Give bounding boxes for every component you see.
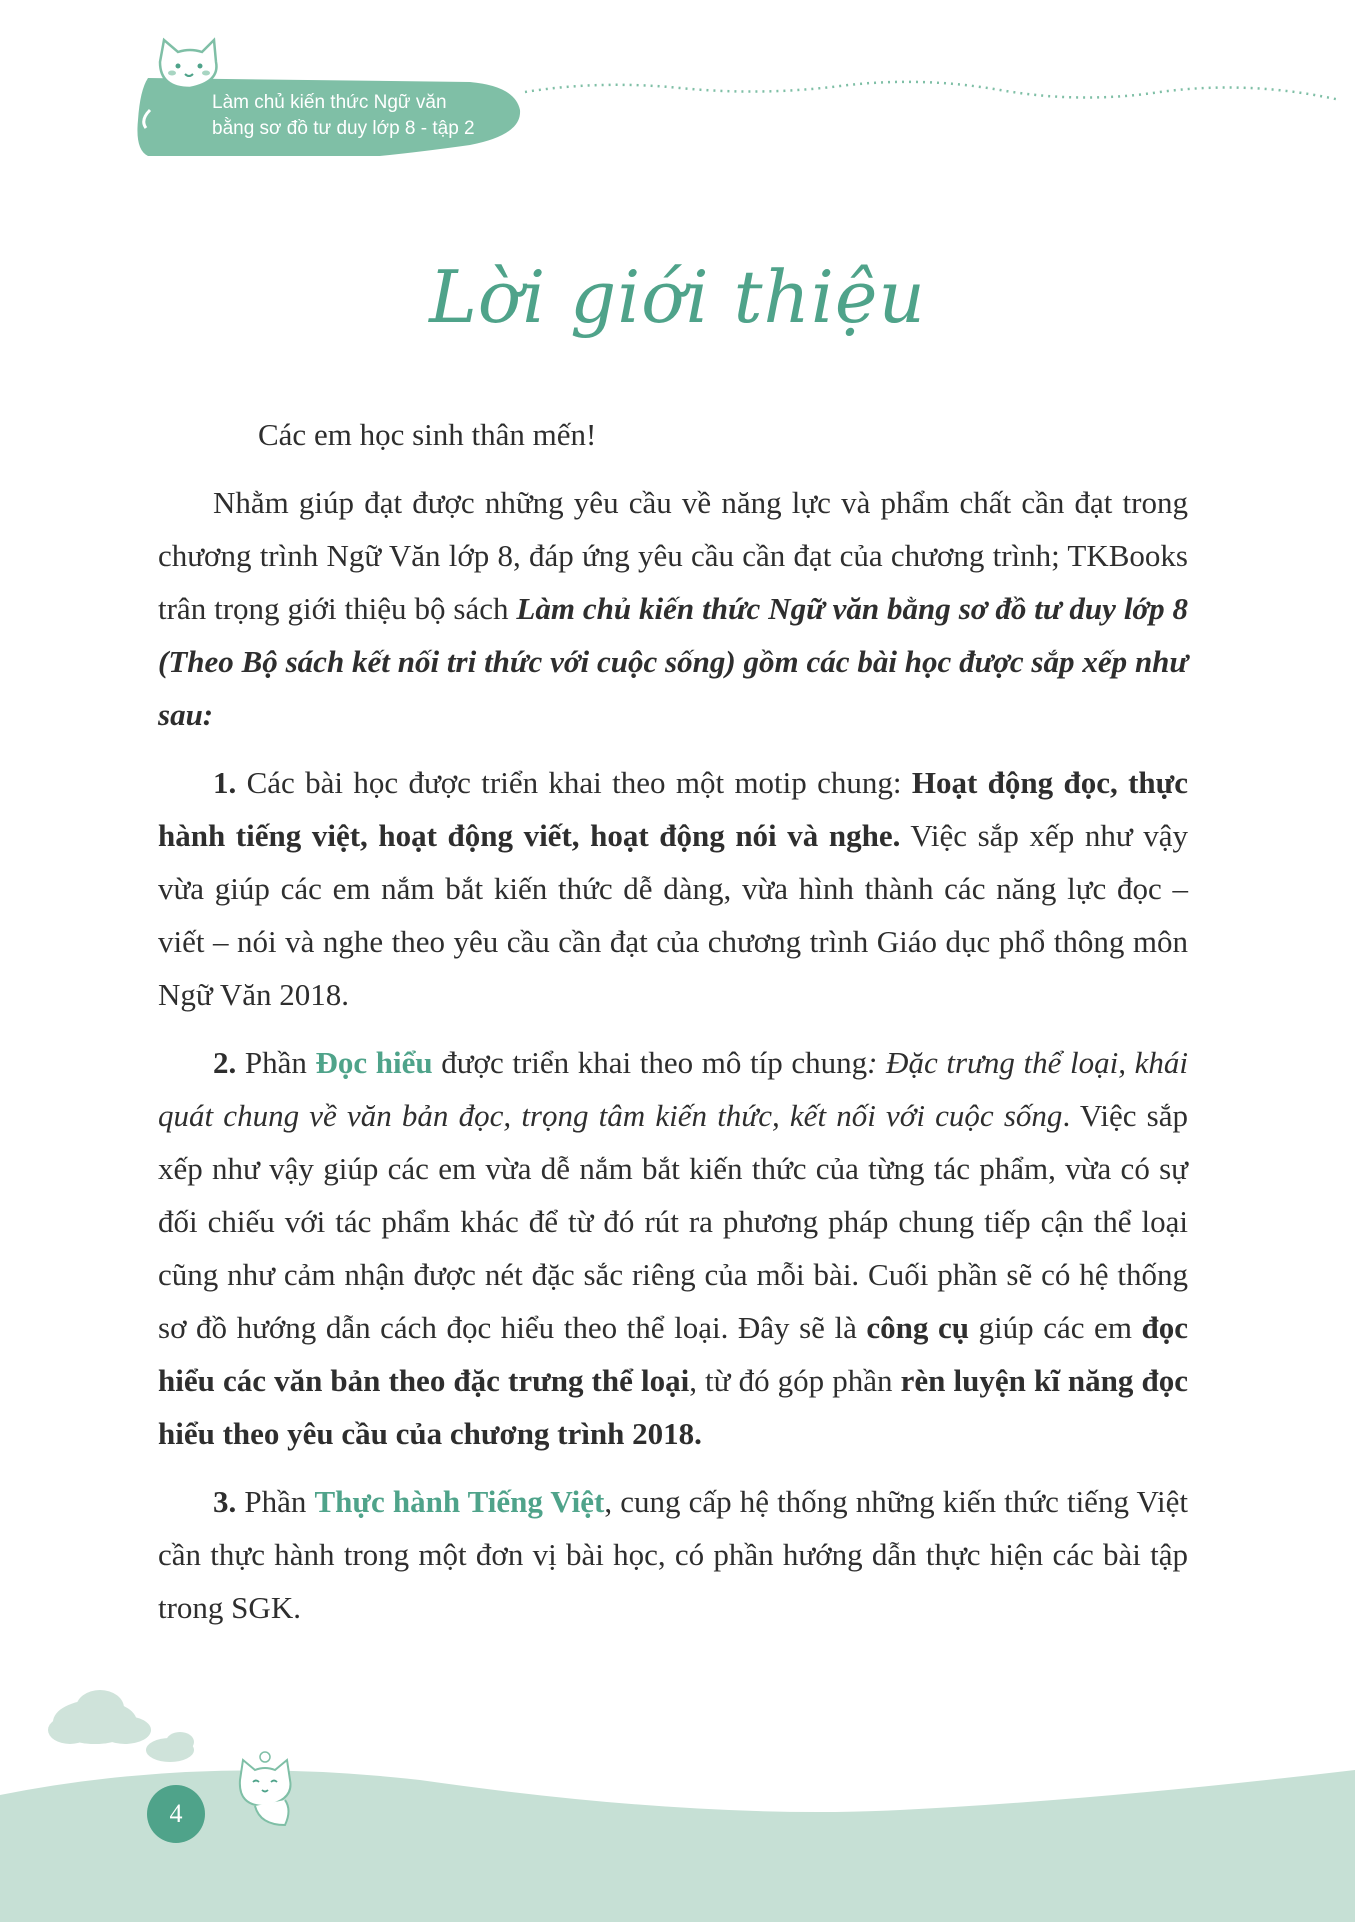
greeting: Các em học sinh thân mến!: [258, 417, 597, 452]
item-number: 3.: [213, 1484, 237, 1519]
page-number: 4: [147, 1785, 205, 1843]
item-number: 1.: [213, 765, 237, 800]
header-decoration: [0, 0, 1355, 180]
footer-decoration: [0, 1660, 1355, 1922]
list-item-1: 1. Các bài học được triển khai theo một motip chung: Hoạt động đọc, thực hành tiếng việt, hoạt động viết, hoạt động nói và nghe. Việc sắp xếp như vậy vừa giúp các em nắm bắt kiến thức dễ dàng, vừa hình thành các năng lực đọc – viết – nói và nghe theo yêu cầu cần đạt của chương trình Giáo dục phổ thông môn Ngữ Văn 2018.: [158, 765, 1188, 1012]
item-number: 2.: [213, 1045, 237, 1080]
section-name-doc-hieu: Đọc hiểu: [315, 1045, 433, 1080]
page-title: Lời giới thiệu: [429, 255, 926, 339]
hill-wave: [0, 1770, 1355, 1922]
series-line-1: Làm chủ kiến thức Ngữ văn: [212, 92, 447, 113]
header-dotted-wave: [525, 82, 1340, 100]
cloud-icon: [48, 1690, 151, 1744]
series-line-2: bằng sơ đồ tư duy lớp 8 - tập 2: [212, 118, 475, 139]
book-title-highlight: Làm chủ kiến thức Ngữ văn bằng sơ đồ tư duy lớp 8 (Theo Bộ sách kết nối tri thức với cuộc sống) gồm các bài học được sắp xếp như sau:: [158, 591, 1188, 732]
list-item-2: 2. Phần Đọc hiểu được triển khai theo mô típ chung: Đặc trưng thể loại, khái quát chung về văn bản đọc, trọng tâm kiến thức, kết nối với cuộc sống. Việc sắp xếp như vậy giúp các em vừa dễ nắm bắt kiến thức của từng tác phẩm, vừa có sự đối chiếu với tác phẩm khác để từ đó rút ra phương pháp chung tiếp cận thể loại cũng như cảm nhận được nét đặc sắc riêng của mỗi bài. Cuối phần sẽ có hệ thống sơ đồ hướng dẫn cách đọc hiểu theo thể loại. Đây sẽ là công cụ giúp các em đọc hiểu các văn bản theo đặc trưng thể loại, từ đó góp phần rèn luyện kĩ năng đọc hiểu theo yêu cầu của chương trình 2018.: [158, 1045, 1189, 1451]
intro-text: Nhằm giúp đạt được những yêu cầu về năng lực và phẩm chất cần đạt trong chương trình Ngữ Văn lớp 8, đáp ứng yêu cầu cần đạt của chương trình; TKBooks trân trọng giới thiệu bộ sách: [158, 485, 1188, 626]
introduction-body: [158, 408, 1188, 1649]
intro-paragraph: [158, 476, 1188, 741]
section-name-thuc-hanh: Thực hành Tiếng Việt: [314, 1484, 605, 1519]
cloud-icon: [146, 1732, 194, 1762]
book-series-label: [212, 90, 475, 142]
list-item-3: 3. Phần Thực hành Tiếng Việt, cung cấp hệ thống những kiến thức tiếng Việt cần thực hành trong một đơn vị bài học, có phần hướng dẫn thực hiện các bài tập trong SGK.: [158, 1484, 1189, 1625]
